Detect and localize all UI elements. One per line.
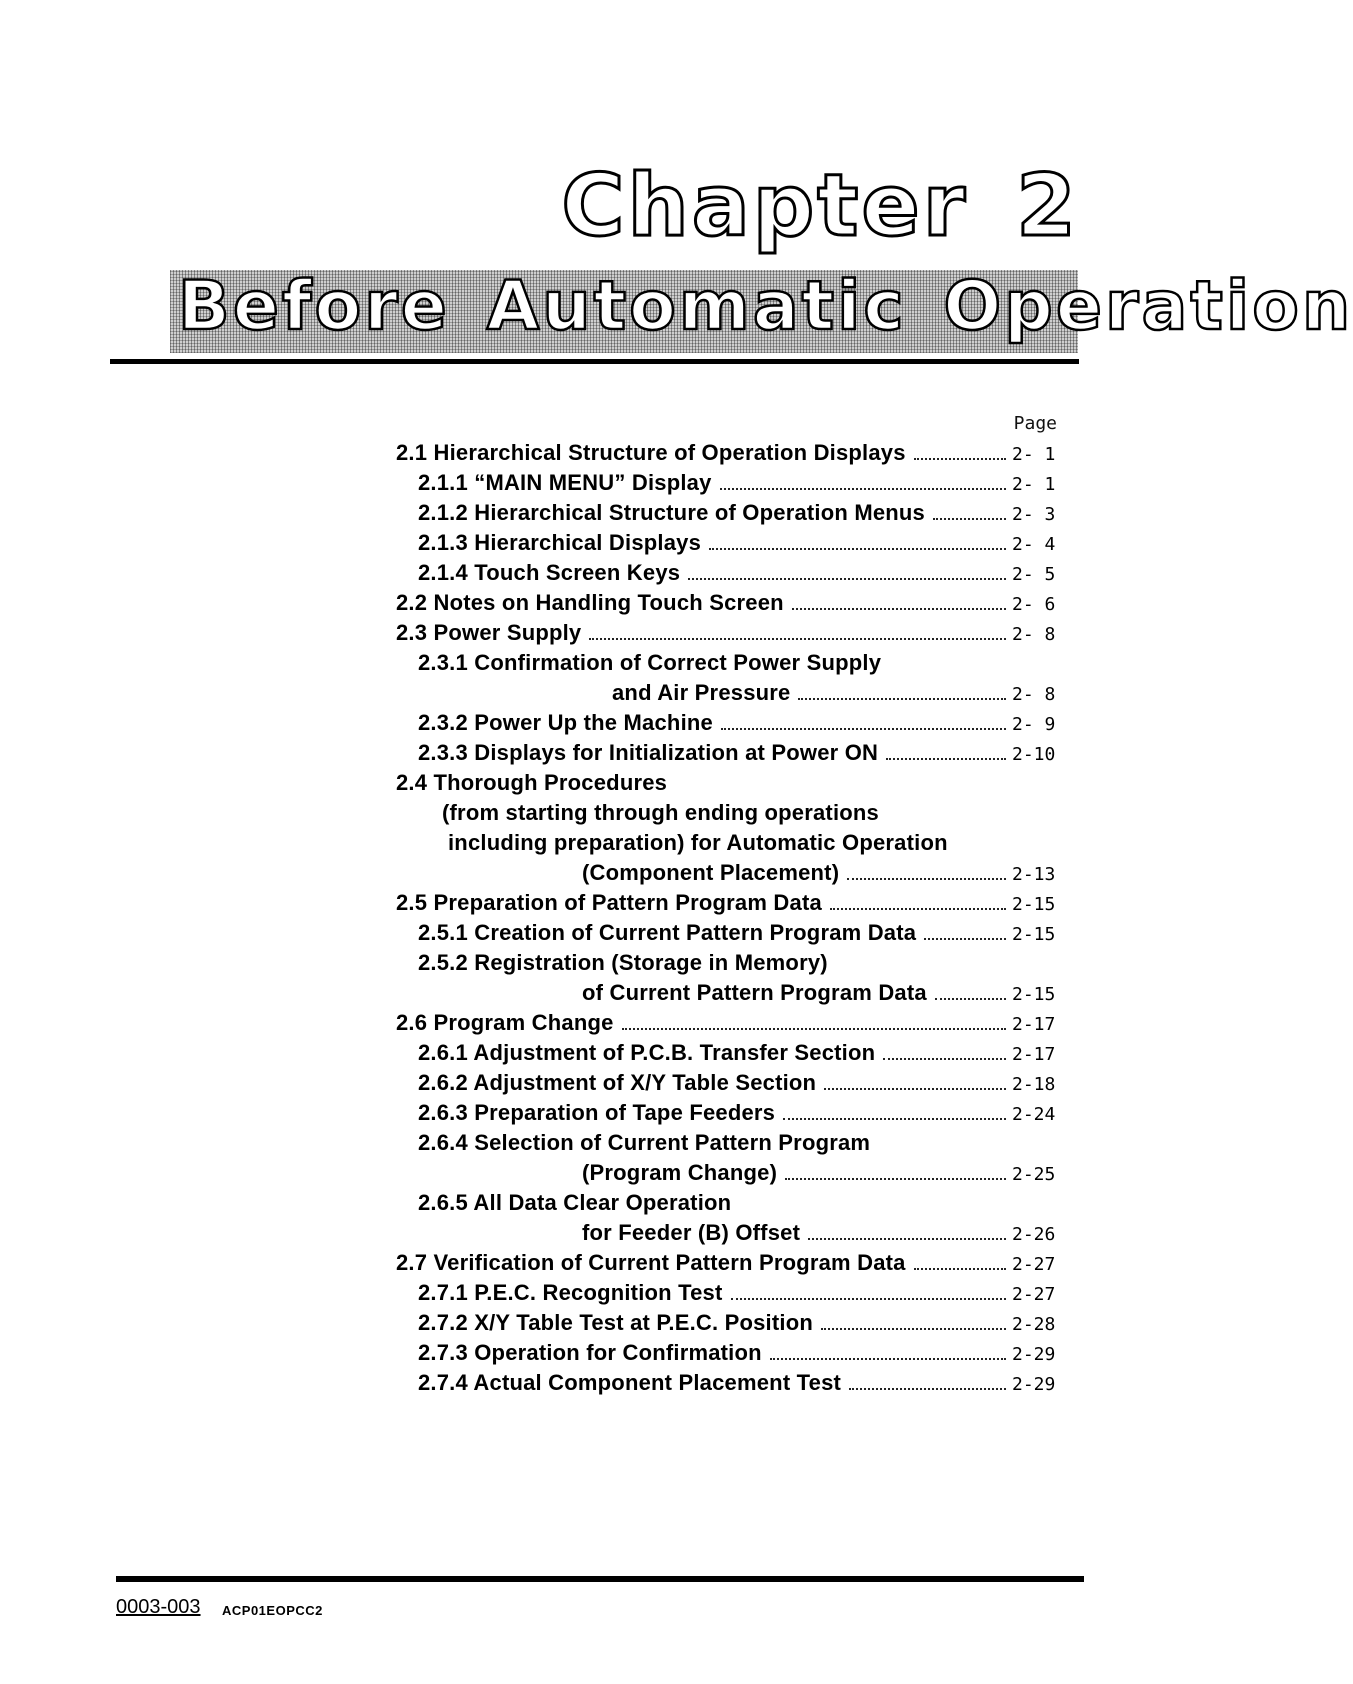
- toc-entry: [396, 770, 1060, 800]
- toc-entry: [396, 1250, 1060, 1280]
- toc-entry-page: 2-13: [1012, 864, 1056, 885]
- toc-entry-title: 2.3 Power Supply: [396, 620, 582, 645]
- toc-entry: [418, 710, 1060, 740]
- toc-entry: [582, 860, 1060, 890]
- toc-entry: [442, 800, 1060, 830]
- toc-entry-page: 2-18: [1012, 1074, 1056, 1095]
- toc-entry-title: of Current Pattern Program Data: [582, 980, 927, 1005]
- toc-entry-title: 2.7.2 X/Y Table Test at P.E.C. Position: [418, 1310, 813, 1335]
- toc-dot-leader: [924, 938, 1006, 940]
- toc-entry-page: 2-28: [1012, 1314, 1056, 1335]
- toc-dot-leader: [731, 1298, 1006, 1300]
- toc-entry: [582, 1220, 1060, 1250]
- toc-dot-leader: [709, 548, 1006, 550]
- toc-entry-title: 2.6.2 Adjustment of X/Y Table Section: [418, 1070, 817, 1095]
- section-title-banner: [170, 267, 1353, 353]
- toc-entry-page: 2- 3: [1012, 504, 1056, 525]
- chapter-word: Chapter: [561, 156, 969, 256]
- footer-rule: [116, 1576, 1084, 1582]
- toc-dot-leader: [770, 1358, 1006, 1360]
- toc-entry-title: (from starting through ending operations: [442, 800, 879, 825]
- toc-entry: [418, 1070, 1060, 1100]
- toc-entry-title: 2.6.5 All Data Clear Operation: [418, 1190, 732, 1215]
- toc-entry-page: 2-15: [1012, 924, 1056, 945]
- toc-entry-page: 2-17: [1012, 1014, 1056, 1035]
- toc-dot-leader: [886, 758, 1006, 760]
- toc-dot-leader: [824, 1088, 1006, 1090]
- toc-dot-leader: [821, 1328, 1006, 1330]
- toc-dot-leader: [914, 458, 1006, 460]
- toc-entry-page: 2- 4: [1012, 534, 1056, 555]
- toc-dot-leader: [808, 1238, 1006, 1240]
- toc-entry-title: 2.1.4 Touch Screen Keys: [418, 560, 681, 585]
- footer-code: 0003-003: [116, 1596, 201, 1618]
- toc-entry-page: 2- 8: [1012, 624, 1056, 645]
- toc-dot-leader: [720, 488, 1006, 490]
- toc-entry: [396, 620, 1060, 650]
- toc-entry-page: 2- 1: [1012, 444, 1056, 465]
- page-column-label: Page: [1013, 413, 1057, 434]
- toc-entry: [418, 530, 1060, 560]
- toc-entry: [418, 1370, 1060, 1400]
- toc-entry-page: 2-25: [1012, 1164, 1056, 1185]
- toc-dot-leader: [935, 998, 1006, 1000]
- toc-entry: [418, 1190, 1060, 1220]
- toc-dot-leader: [688, 578, 1006, 580]
- toc-entry: [418, 740, 1060, 770]
- toc-entry: [418, 1100, 1060, 1130]
- toc-entry: [418, 1310, 1060, 1340]
- toc-entry-page: 2- 8: [1012, 684, 1056, 705]
- toc-entry-title: 2.7.1 P.E.C. Recognition Test: [418, 1280, 723, 1305]
- chapter-number: 2: [1016, 156, 1079, 256]
- toc-entry-title: 2.1.2 Hierarchical Structure of Operation Menus: [418, 500, 925, 525]
- toc-entry-title: 2.5.1 Creation of Current Pattern Program Data: [418, 920, 917, 945]
- toc-entry-title: 2.5 Preparation of Pattern Program Data: [396, 890, 822, 915]
- toc-entry-page: 2-15: [1012, 894, 1056, 915]
- toc-entry-page: 2- 6: [1012, 594, 1056, 615]
- toc-entry-title: 2.3.1 Confirmation of Correct Power Supply: [418, 650, 882, 675]
- toc-dot-leader: [847, 878, 1006, 880]
- toc-dot-leader: [622, 1028, 1006, 1030]
- toc-entry: [418, 1130, 1060, 1160]
- toc-dot-leader: [849, 1388, 1006, 1390]
- toc-entry: [448, 830, 1060, 860]
- toc-entry: [582, 1160, 1060, 1190]
- toc-entry-title: (Program Change): [582, 1160, 778, 1185]
- toc-dot-leader: [830, 908, 1006, 910]
- toc-entry-title: (Component Placement): [582, 860, 840, 885]
- toc-dot-leader: [589, 638, 1006, 640]
- toc-entry-page: 2-29: [1012, 1374, 1056, 1395]
- toc-entry-title: 2.6 Program Change: [396, 1010, 614, 1035]
- toc-entry: [418, 500, 1060, 530]
- toc-entry-title: 2.7.3 Operation for Confirmation: [418, 1340, 762, 1365]
- toc-entry-page: 2-27: [1012, 1254, 1056, 1275]
- toc-entry-title: 2.1 Hierarchical Structure of Operation Displays: [396, 440, 906, 465]
- toc-entry: [418, 920, 1060, 950]
- toc-entry-page: 2-26: [1012, 1224, 1056, 1245]
- toc-entry-page: 2-27: [1012, 1284, 1056, 1305]
- toc-entry-title: 2.1.1 “MAIN MENU” Display: [418, 470, 712, 495]
- toc-entry: [396, 440, 1060, 470]
- toc-entry: [418, 1280, 1060, 1310]
- toc-entry-title: 2.6.1 Adjustment of P.C.B. Transfer Section: [418, 1040, 876, 1065]
- toc-entry-page: 2- 9: [1012, 714, 1056, 735]
- toc-dot-leader: [792, 608, 1006, 610]
- toc-entry: [396, 1010, 1060, 1040]
- toc-dot-leader: [798, 698, 1006, 700]
- toc-entry-page: 2-15: [1012, 984, 1056, 1005]
- toc-entry-page: 2- 5: [1012, 564, 1056, 585]
- toc-dot-leader: [785, 1178, 1006, 1180]
- toc-entry-title: 2.3.2 Power Up the Machine: [418, 710, 713, 735]
- toc-entry-page: 2-10: [1012, 744, 1056, 765]
- toc-entry: [418, 1040, 1060, 1070]
- toc-dot-leader: [883, 1058, 1006, 1060]
- toc-entry: [396, 590, 1060, 620]
- toc-entry-title: 2.4 Thorough Procedures: [396, 770, 668, 795]
- toc-entry-title: and Air Pressure: [612, 680, 791, 705]
- toc-entry: [418, 1340, 1060, 1370]
- toc-entry-page: 2-29: [1012, 1344, 1056, 1365]
- section-title: Before Automatic Operation: [178, 267, 1353, 346]
- toc-dot-leader: [783, 1118, 1006, 1120]
- toc-entry: [418, 650, 1060, 680]
- chapter-heading: [561, 156, 1079, 256]
- toc-entry-title: for Feeder (B) Offset: [582, 1220, 801, 1245]
- toc-entry-page: 2-24: [1012, 1104, 1056, 1125]
- toc-entry: [418, 560, 1060, 590]
- toc-entry-title: including preparation) for Automatic Operation: [448, 830, 948, 855]
- toc-entry-title: 2.3.3 Displays for Initialization at Power ON: [418, 740, 879, 765]
- toc-entry-title: 2.2 Notes on Handling Touch Screen: [396, 590, 784, 615]
- toc-entry-title: 2.6.4 Selection of Current Pattern Program: [418, 1130, 871, 1155]
- toc-entry-title: 2.5.2 Registration (Storage in Memory): [418, 950, 828, 975]
- header-rule: [110, 359, 1079, 364]
- toc-entry-title: 2.1.3 Hierarchical Displays: [418, 530, 702, 555]
- toc-entry: [612, 680, 1060, 710]
- toc-entry: [418, 470, 1060, 500]
- toc-entry-title: 2.7.4 Actual Component Placement Test: [418, 1370, 842, 1395]
- toc-entry-page: 2-17: [1012, 1044, 1056, 1065]
- toc-entry: [396, 890, 1060, 920]
- toc-entry-page: 2- 1: [1012, 474, 1056, 495]
- toc-entry: [582, 980, 1060, 1010]
- toc-dot-leader: [914, 1268, 1006, 1270]
- toc-entry-title: 2.7 Verification of Current Pattern Program Data: [396, 1250, 906, 1275]
- footer-document-id: ACP01EOPCC2: [222, 1603, 323, 1618]
- toc-entry-title: 2.6.3 Preparation of Tape Feeders: [418, 1100, 776, 1125]
- toc-dot-leader: [721, 728, 1006, 730]
- toc-dot-leader: [933, 518, 1006, 520]
- toc-entry: [418, 950, 1060, 980]
